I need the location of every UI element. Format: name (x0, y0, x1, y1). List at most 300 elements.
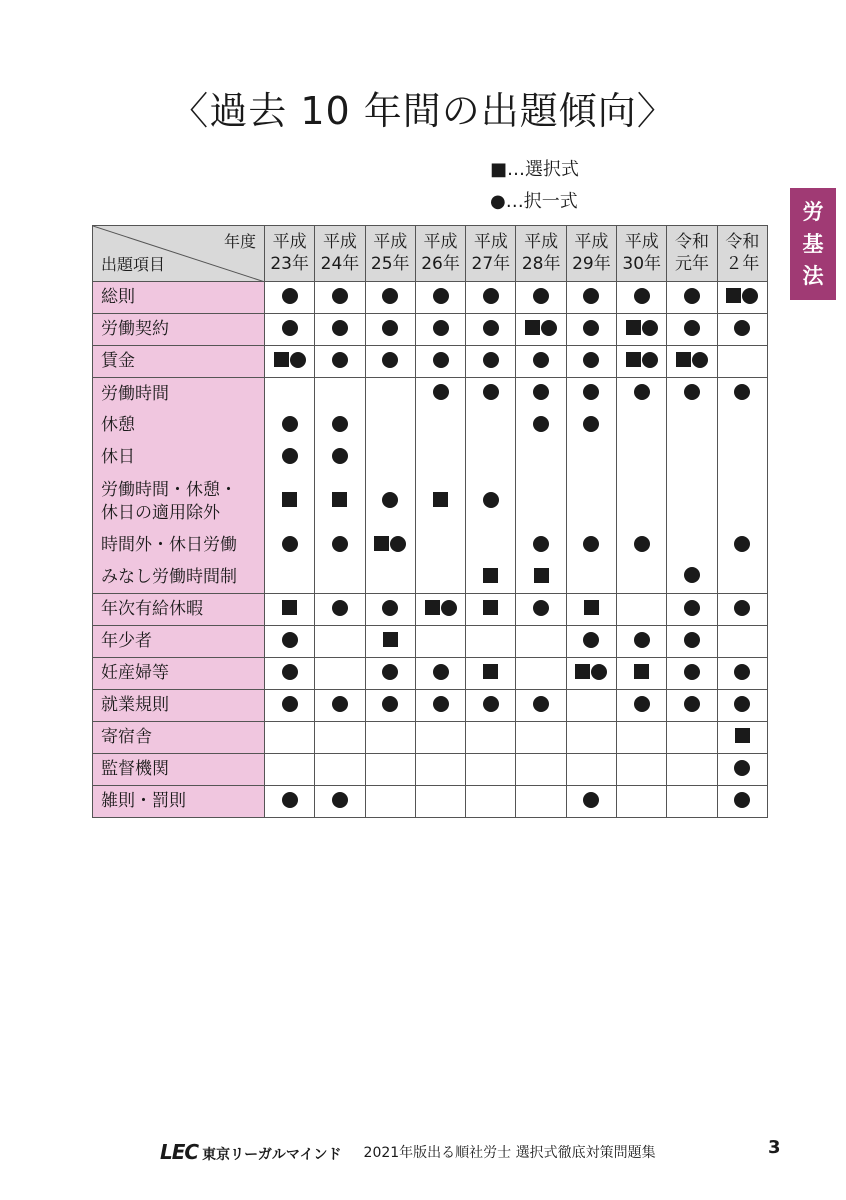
mark-cell (265, 658, 315, 690)
mark-cell (415, 314, 465, 346)
mark-cell (516, 754, 566, 786)
mark-cell (516, 658, 566, 690)
table-row (93, 474, 768, 530)
mark-cell (365, 722, 415, 754)
mark-cell (415, 754, 465, 786)
mark-cell (315, 754, 365, 786)
table-row (93, 442, 768, 474)
mark-cell (667, 442, 717, 474)
mark-cell (265, 754, 315, 786)
mark-cell (365, 314, 415, 346)
table-row (93, 754, 768, 786)
mark (534, 568, 549, 583)
row-label: 雑則・罰則 (93, 786, 265, 818)
mark-cell (365, 474, 415, 530)
book-title: 2021年版出る順社労士 選択式徹底対策問題集 (363, 1145, 656, 1161)
mark-cell (617, 754, 667, 786)
mark (433, 320, 449, 336)
mark (726, 288, 758, 304)
circle-icon (634, 288, 650, 304)
mark (483, 696, 499, 712)
row-label: 年少者 (93, 626, 265, 658)
mark (734, 320, 750, 336)
mark-cell (265, 282, 315, 314)
mark (533, 600, 549, 616)
circle-icon (483, 320, 499, 336)
square-icon (282, 492, 297, 507)
circle-icon (734, 600, 750, 616)
mark-cell (566, 658, 616, 690)
circle-icon (282, 696, 298, 712)
mark (684, 664, 700, 680)
circle-icon (642, 352, 658, 368)
row-label: 労働契約 (93, 314, 265, 346)
mark (433, 492, 448, 507)
mark-cell (315, 530, 365, 562)
mark-cell (617, 346, 667, 378)
mark (483, 288, 499, 304)
mark-cell (315, 474, 365, 530)
table-body (93, 282, 768, 818)
mark (634, 696, 650, 712)
mark (433, 288, 449, 304)
circle-icon (734, 664, 750, 680)
mark (332, 792, 348, 808)
mark-cell (667, 346, 717, 378)
mark-cell (415, 626, 465, 658)
table-row (93, 658, 768, 690)
year-header (516, 226, 566, 282)
mark-cell (466, 410, 516, 442)
mark (734, 600, 750, 616)
mark-cell (566, 282, 616, 314)
mark-cell (265, 690, 315, 722)
mark (332, 288, 348, 304)
mark (282, 600, 297, 615)
mark (483, 492, 499, 508)
mark-cell (717, 786, 767, 818)
mark (533, 288, 549, 304)
mark (282, 792, 298, 808)
mark-cell (315, 410, 365, 442)
square-icon (274, 352, 289, 367)
circle-icon (290, 352, 306, 368)
mark-cell (365, 690, 415, 722)
mark (583, 320, 599, 336)
mark-cell (516, 690, 566, 722)
table-row (93, 346, 768, 378)
mark-cell (265, 594, 315, 626)
year-number: ２年 (725, 253, 760, 274)
circle-icon (332, 352, 348, 368)
table-header-row (93, 226, 768, 282)
circle-icon (734, 536, 750, 552)
year-header (717, 226, 767, 282)
circle-icon (433, 664, 449, 680)
circle-icon (684, 288, 700, 304)
mark (483, 664, 498, 679)
mark-cell (516, 562, 566, 594)
mark (483, 320, 499, 336)
mark (583, 288, 599, 304)
mark-cell (265, 626, 315, 658)
mark (332, 448, 348, 464)
mark (533, 696, 549, 712)
mark (382, 600, 398, 616)
mark-cell (516, 722, 566, 754)
mark (382, 696, 398, 712)
row-label: 休日 (93, 442, 265, 474)
circle-icon (332, 536, 348, 552)
circle-icon (433, 696, 449, 712)
mark-cell (516, 442, 566, 474)
year-header (365, 226, 415, 282)
mark-cell (667, 658, 717, 690)
circle-icon (634, 632, 650, 648)
row-label: 時間外・休日労働 (93, 530, 265, 562)
mark-cell (516, 594, 566, 626)
square-icon (282, 600, 297, 615)
mark-cell (315, 786, 365, 818)
table-row (93, 562, 768, 594)
mark-cell (566, 594, 616, 626)
mark-cell (717, 346, 767, 378)
square-icon (676, 352, 691, 367)
circle-icon (692, 352, 708, 368)
legend-square (490, 152, 579, 184)
mark (332, 600, 348, 616)
circle-icon (583, 384, 599, 400)
year-header (466, 226, 516, 282)
mark-cell (516, 314, 566, 346)
mark-cell (516, 410, 566, 442)
mark-cell (717, 658, 767, 690)
mark-cell (415, 442, 465, 474)
mark-cell (667, 530, 717, 562)
mark-cell (466, 626, 516, 658)
mark-cell (566, 530, 616, 562)
mark-cell (466, 314, 516, 346)
table-row (93, 690, 768, 722)
circle-icon (382, 352, 398, 368)
mark (382, 352, 398, 368)
mark (282, 320, 298, 336)
circle-icon (583, 288, 599, 304)
circle-icon (282, 416, 298, 432)
circle-icon (332, 696, 348, 712)
circle-icon (591, 664, 607, 680)
mark-cell (466, 442, 516, 474)
circle-icon (332, 600, 348, 616)
mark (382, 664, 398, 680)
legend-square-label: ■…選択式 (490, 159, 580, 180)
mark-cell (466, 474, 516, 530)
mark-cell (265, 346, 315, 378)
mark-cell (617, 410, 667, 442)
mark-cell (667, 314, 717, 346)
mark-cell (617, 314, 667, 346)
company-name: 東京リーガルマインド (202, 1147, 342, 1163)
mark (332, 536, 348, 552)
mark (735, 728, 750, 743)
side-tab-char-2: 基 (802, 231, 824, 256)
row-label: みなし労働時間制 (93, 562, 265, 594)
table-row (93, 410, 768, 442)
mark-cell (415, 282, 465, 314)
mark-cell (315, 690, 365, 722)
mark (332, 696, 348, 712)
mark-cell (415, 562, 465, 594)
mark (634, 664, 649, 679)
mark-cell (717, 282, 767, 314)
row-label: 寄宿舎 (93, 722, 265, 754)
mark-cell (265, 530, 315, 562)
year-era: 平成 (624, 232, 659, 253)
circle-icon (390, 536, 406, 552)
mark-cell (415, 690, 465, 722)
square-icon (525, 320, 540, 335)
year-number: 26年 (421, 253, 460, 274)
circle-icon (684, 320, 700, 336)
mark (332, 320, 348, 336)
mark (634, 288, 650, 304)
mark (282, 288, 298, 304)
legend-circle-label: ●…択一式 (490, 191, 578, 212)
mark-cell (617, 722, 667, 754)
mark-cell (667, 378, 717, 410)
circle-icon (734, 792, 750, 808)
mark-cell (265, 442, 315, 474)
mark (634, 632, 650, 648)
circle-icon (533, 536, 549, 552)
circle-icon (282, 536, 298, 552)
circle-icon (533, 600, 549, 616)
mark-cell (315, 562, 365, 594)
row-label: 監督機関 (93, 754, 265, 786)
mark-cell (365, 562, 415, 594)
mark-cell (617, 530, 667, 562)
mark-cell (415, 722, 465, 754)
circle-icon (533, 384, 549, 400)
circle-icon (483, 696, 499, 712)
mark (734, 384, 750, 400)
mark (584, 600, 599, 615)
square-icon (383, 632, 398, 647)
mark (684, 696, 700, 712)
circle-icon (382, 320, 398, 336)
chapter-side-tab (790, 188, 836, 300)
mark (332, 416, 348, 432)
mark-cell (617, 626, 667, 658)
row-label: 就業規則 (93, 690, 265, 722)
circle-icon (483, 384, 499, 400)
year-number: 28年 (521, 253, 561, 274)
mark (282, 696, 298, 712)
circle-icon (332, 320, 348, 336)
circle-icon (533, 696, 549, 712)
square-icon (332, 492, 347, 507)
mark-cell (516, 346, 566, 378)
year-era: 平成 (272, 232, 307, 253)
year-era: 平成 (574, 232, 609, 253)
mark-cell (717, 378, 767, 410)
circle-icon (583, 536, 599, 552)
mark-cell (717, 754, 767, 786)
mark (433, 664, 449, 680)
circle-icon (282, 288, 298, 304)
mark (282, 664, 298, 680)
year-number: 24年 (320, 253, 360, 274)
mark (583, 632, 599, 648)
mark-cell (566, 690, 616, 722)
mark-cell (315, 282, 365, 314)
mark-cell (315, 658, 365, 690)
square-icon (433, 492, 448, 507)
mark-cell (415, 410, 465, 442)
page-number: 3 (768, 1137, 781, 1158)
circle-icon (483, 352, 499, 368)
circle-icon (382, 600, 398, 616)
mark-cell (365, 410, 415, 442)
mark-cell (667, 690, 717, 722)
mark (332, 492, 347, 507)
circle-icon (583, 632, 599, 648)
mark-cell (415, 378, 465, 410)
mark (382, 492, 398, 508)
circle-icon (634, 536, 650, 552)
year-number: 30年 (622, 253, 662, 274)
mark-cell (617, 786, 667, 818)
mark-cell (717, 442, 767, 474)
mark-cell (566, 562, 616, 594)
mark-cell (265, 786, 315, 818)
square-icon (483, 664, 498, 679)
table-row (93, 626, 768, 658)
mark-cell (315, 722, 365, 754)
circle-icon (634, 696, 650, 712)
mark-cell (365, 626, 415, 658)
square-icon (483, 600, 498, 615)
mark (483, 568, 498, 583)
mark-cell (667, 474, 717, 530)
mark-cell (717, 530, 767, 562)
circle-icon (583, 352, 599, 368)
footer (160, 1140, 780, 1164)
mark-cell (466, 786, 516, 818)
circle-icon (282, 448, 298, 464)
mark-cell (415, 530, 465, 562)
mark (332, 352, 348, 368)
mark (433, 352, 449, 368)
square-icon (626, 352, 641, 367)
mark-cell (717, 562, 767, 594)
circle-icon (583, 416, 599, 432)
mark-cell (415, 474, 465, 530)
circle-icon (441, 600, 457, 616)
square-icon (483, 568, 498, 583)
mark-cell (365, 786, 415, 818)
year-header (415, 226, 465, 282)
mark (734, 792, 750, 808)
square-icon (634, 664, 649, 679)
circle-icon (483, 492, 499, 508)
mark (433, 696, 449, 712)
circle-icon (533, 416, 549, 432)
circle-icon (282, 792, 298, 808)
mark-cell (566, 346, 616, 378)
mark-cell (265, 314, 315, 346)
circle-icon (282, 664, 298, 680)
circle-icon (734, 384, 750, 400)
mark-cell (315, 314, 365, 346)
corner-item-label: 出題項目 (101, 255, 166, 274)
circle-icon (332, 416, 348, 432)
circle-icon (533, 352, 549, 368)
table-row (93, 282, 768, 314)
circle-icon (684, 664, 700, 680)
mark (525, 320, 557, 336)
mark (634, 536, 650, 552)
mark-cell (466, 754, 516, 786)
mark-cell (466, 690, 516, 722)
year-number: 23年 (270, 253, 309, 274)
mark-cell (415, 658, 465, 690)
circle-icon (382, 696, 398, 712)
mark-cell (566, 378, 616, 410)
row-label: 賃金 (93, 346, 265, 378)
circle-icon (734, 696, 750, 712)
year-header (617, 226, 667, 282)
year-era: 令和 (675, 232, 710, 253)
mark (583, 416, 599, 432)
mark-cell (667, 786, 717, 818)
mark-cell (516, 282, 566, 314)
mark-cell (566, 754, 616, 786)
mark-cell (466, 346, 516, 378)
circle-icon (483, 288, 499, 304)
mark (382, 288, 398, 304)
year-era: 平成 (373, 232, 408, 253)
table-row (93, 378, 768, 410)
mark-cell (466, 282, 516, 314)
year-header (667, 226, 717, 282)
table-row (93, 786, 768, 818)
mark-cell (265, 562, 315, 594)
mark (282, 492, 297, 507)
mark (734, 664, 750, 680)
circle-icon (684, 384, 700, 400)
mark (684, 600, 700, 616)
year-header (265, 226, 315, 282)
mark (684, 567, 700, 583)
mark-cell (617, 562, 667, 594)
square-icon (374, 536, 389, 551)
circle-icon (282, 320, 298, 336)
circle-icon (541, 320, 557, 336)
mark-cell (466, 594, 516, 626)
mark (433, 384, 449, 400)
circle-icon (742, 288, 758, 304)
mark (533, 536, 549, 552)
mark-cell (265, 410, 315, 442)
corner-year-label: 年度 (223, 232, 256, 251)
circle-icon (382, 288, 398, 304)
legend (490, 152, 579, 216)
year-era: 平成 (322, 232, 357, 253)
mark (382, 320, 398, 336)
exam-trend-table (92, 225, 768, 818)
square-icon (726, 288, 741, 303)
